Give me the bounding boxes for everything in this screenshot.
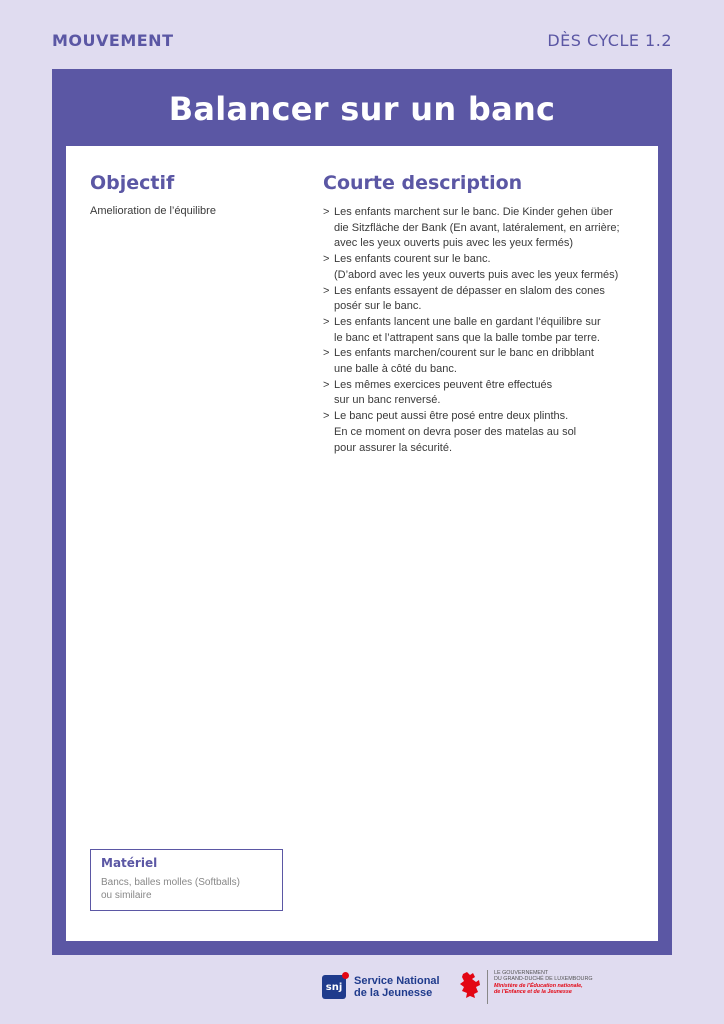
description-line: En ce moment on devra poser des matelas au sol bbox=[334, 425, 577, 438]
description-line: Les enfants marchen/courent sur le banc en dribblant bbox=[334, 347, 594, 360]
bullet-marker: > bbox=[323, 347, 330, 360]
description-heading: Courte description bbox=[323, 172, 523, 194]
cycle-label: DÈS CYCLE 1.2 bbox=[547, 31, 672, 50]
description-line: die Sitzfläche der Bank (En avant, latéralement, en arrière; bbox=[334, 221, 620, 234]
snj-line-2: de la Jeunesse bbox=[354, 987, 433, 999]
bullet-marker: > bbox=[323, 284, 330, 297]
description-line: posér sur le banc. bbox=[334, 300, 422, 313]
materiel-heading: Matériel bbox=[101, 856, 158, 870]
logo-divider bbox=[487, 970, 488, 1004]
objective-heading: Objectif bbox=[90, 172, 175, 194]
materiel-line: ou similaire bbox=[101, 890, 152, 901]
description-line: pour assurer la sécurité. bbox=[334, 441, 452, 454]
materiel-box bbox=[90, 849, 283, 911]
government-name bbox=[494, 970, 593, 996]
description-line: Les enfants marchent sur le banc. Die Kinder gehen über bbox=[334, 206, 613, 218]
description-line: le banc et l’attrapent sans que la balle tombe par terre. bbox=[334, 331, 600, 344]
snj-name bbox=[354, 975, 440, 999]
description-line: Les enfants lancent une balle en gardant l’équilibre sur bbox=[334, 315, 601, 328]
description-item bbox=[323, 252, 643, 283]
description-item bbox=[323, 378, 643, 409]
description-line: Le banc peut aussi être posé entre deux plinths. bbox=[334, 410, 569, 423]
objective-text: Amelioration de l’équilibre bbox=[90, 205, 216, 217]
bullet-marker: > bbox=[323, 206, 330, 218]
materiel-text bbox=[101, 876, 272, 902]
gov-line-3: Ministère de l’Éducation nationale, bbox=[494, 982, 583, 989]
page-title: Balancer sur un banc bbox=[168, 90, 556, 128]
description-line: sur un banc renversé. bbox=[334, 394, 441, 407]
snj-logo-text: snj bbox=[325, 981, 343, 993]
category-label: MOUVEMENT bbox=[52, 31, 174, 50]
government-logo-block bbox=[457, 970, 593, 1004]
activity-card-frame bbox=[52, 69, 672, 955]
lion-emblem-icon bbox=[457, 970, 483, 1000]
description-item bbox=[323, 205, 643, 252]
bullet-marker: > bbox=[323, 253, 330, 266]
snj-logo-block bbox=[322, 975, 440, 999]
description-item bbox=[323, 409, 643, 456]
materiel-line: Bancs, balles molles (Softballs) bbox=[101, 877, 240, 888]
snj-line-1: Service National bbox=[354, 975, 440, 987]
description-line: une balle à côté du banc. bbox=[334, 363, 457, 376]
description-item bbox=[323, 284, 643, 315]
snj-logo-icon bbox=[322, 975, 346, 999]
description-item bbox=[323, 346, 643, 377]
gov-line-1: LE GOUVERNEMENT bbox=[494, 970, 549, 976]
description-list bbox=[323, 205, 643, 456]
description-line: avec les yeux ouverts puis avec les yeux fermés) bbox=[334, 237, 574, 250]
gov-line-4: de l’Enfance et de la Jeunesse bbox=[494, 989, 572, 996]
description-line: (D’abord avec les yeux ouverts puis avec les yeux fermés) bbox=[334, 268, 619, 281]
bullet-marker: > bbox=[323, 378, 330, 391]
activity-card bbox=[66, 146, 658, 941]
description-line: Les enfants courent sur le banc. bbox=[334, 253, 491, 266]
description-line: Les enfants essayent de dépasser en slalom des cones bbox=[334, 284, 605, 297]
gov-line-2: DU GRAND-DUCHÉ DE LUXEMBOURG bbox=[494, 976, 593, 983]
description-item bbox=[323, 315, 643, 346]
bullet-marker: > bbox=[323, 315, 330, 328]
description-line: Les mêmes exercices peuvent être effectués bbox=[334, 378, 553, 391]
bullet-marker: > bbox=[323, 410, 330, 423]
